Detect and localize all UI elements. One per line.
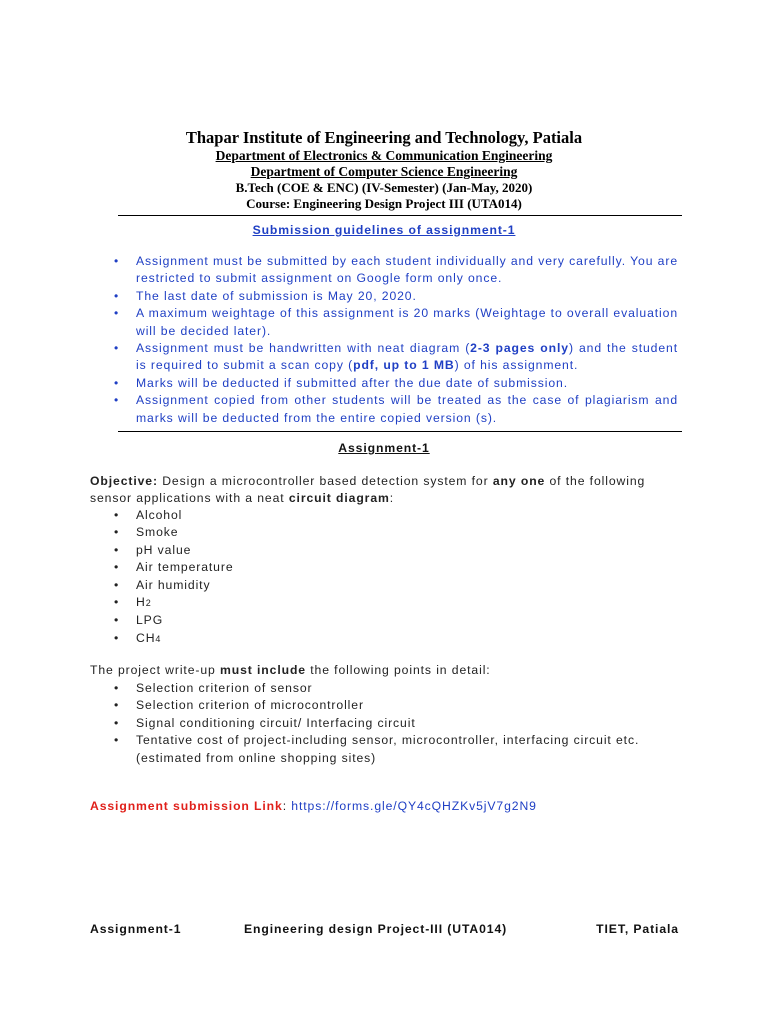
guideline-item: • A maximum weightage of this assignment is 20 marks (Weightage to overall evaluation will be decided later).: [112, 305, 678, 340]
guidelines-list: [112, 253, 678, 427]
submission-link-line: Assignment submission Link: https://forms.gle/QY4cQHZKv5jV7g2N9: [90, 799, 537, 813]
guideline-item: • Assignment must be handwritten with neat diagram (2-3 pages only) and the student is required to submit a scan copy (pdf, up to 1 MB) of his assignment.: [112, 340, 678, 375]
guideline-item: • Assignment must be submitted by each student individually and very carefully. You are restricted to submit assignment on Google form only once.: [112, 253, 678, 288]
writeup-point: • Selection criterion of microcontroller: [112, 697, 678, 714]
header-divider: [118, 215, 682, 216]
footer-center: Engineering design Project-III (UTA014): [244, 922, 508, 936]
objective-label: Objective:: [90, 474, 158, 488]
program-line: B.Tech (COE & ENC) (IV-Semester) (Jan-May, 2020): [235, 180, 533, 195]
footer-right: TIET, Patiala: [596, 922, 679, 936]
sensor-item: • Smoke: [112, 524, 678, 541]
sensor-list: [112, 507, 678, 648]
guidelines-title: Submission guidelines of assignment-1: [252, 223, 516, 237]
sensor-item: • LPG: [112, 612, 678, 629]
sensor-item: • H2: [112, 594, 678, 612]
course-line: Course: Engineering Design Project III (UTA014): [246, 196, 522, 211]
writeup-point: • Signal conditioning circuit/ Interfacing circuit: [112, 715, 678, 732]
guideline-item: • Assignment copied from other students will be treated as the case of plagiarism and marks will be deducted from the entire copied version (s).: [112, 392, 678, 427]
department-ece: Department of Electronics & Communication Engineering: [215, 148, 553, 163]
sensor-item: • Alcohol: [112, 507, 678, 524]
writeup-point: • Tentative cost of project-including sensor, microcontroller, interfacing circuit etc. (estimated from online shopping sites): [112, 732, 678, 767]
writeup-point: • Selection criterion of sensor: [112, 680, 678, 697]
sensor-item: • CH4: [112, 630, 678, 648]
objective-paragraph: Objective: Design a microcontroller based detection system for any one of the following sensor applications with a neat circuit diagram:: [90, 474, 646, 506]
submission-link-label: Assignment submission Link: [90, 799, 283, 813]
institute-title: Thapar Institute of Engineering and Technology, Patiala: [185, 128, 583, 147]
sensor-item: • Air temperature: [112, 559, 678, 576]
sensor-item: • Air humidity: [112, 577, 678, 594]
writeup-paragraph: The project write-up must include the following points in detail:: [90, 663, 491, 677]
guidelines-divider: [118, 431, 682, 432]
department-cse: Department of Computer Science Engineering: [250, 164, 518, 179]
submission-link-url[interactable]: https://forms.gle/QY4cQHZKv5jV7g2N9: [291, 799, 537, 813]
footer-left: Assignment-1: [90, 922, 182, 936]
writeup-points-list: [112, 680, 678, 767]
guideline-item: • Marks will be deducted if submitted after the due date of submission.: [112, 375, 678, 392]
sensor-item: • pH value: [112, 542, 678, 559]
guideline-item: • The last date of submission is May 20, 2020.: [112, 288, 678, 305]
assignment-title: Assignment-1: [338, 441, 430, 455]
